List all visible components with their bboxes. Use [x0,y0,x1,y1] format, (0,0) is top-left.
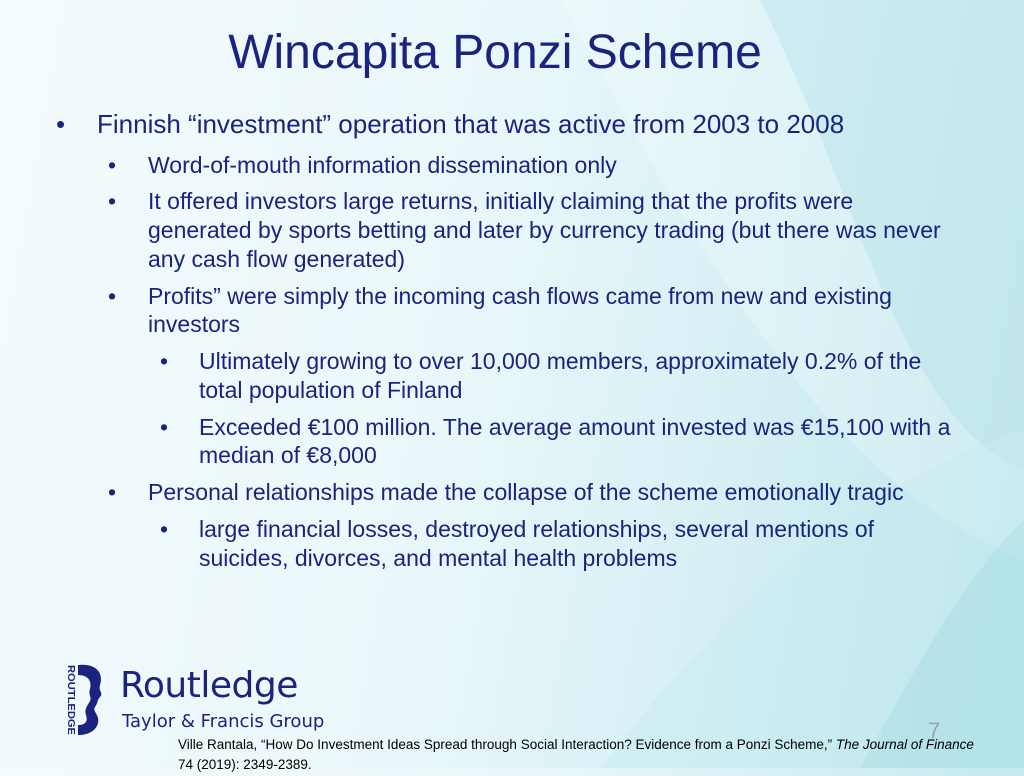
bullet-text: It offered investors large returns, initially claiming that the profits were generated by sports betting and later by currency trading (but there was never any cash flow generated) [148,188,941,272]
bullet-item [0,347,964,405]
bullet-marker: • [160,348,169,374]
bullet-text: Exceeded €100 million. The average amount invested was €15,100 with a median of €8,000 [199,413,951,469]
bullet-marker: • [160,413,169,440]
routledge-logo [56,663,326,741]
bullet-marker: • [108,479,117,505]
logo-subtitle: Taylor & Francis Group [122,711,325,732]
bullet-item [0,108,957,141]
slide-title: Wincapita Ponzi Scheme [228,26,762,79]
bullet-item [0,413,964,471]
bullet-item [0,187,963,273]
page-number: 7 [928,718,941,743]
bullet-marker: • [108,282,117,309]
bullet-item [0,282,963,340]
head-silhouette-icon [70,663,110,737]
citation-text: Ville Rantala, “How Do Investment Ideas Spread through Social Interaction? Evidence from a Ponzi Scheme,” [178,737,836,752]
citation [178,735,978,776]
bullet-list [0,108,1000,580]
bullet-item [0,151,963,180]
bullet-text: Finnish “investment” operation that was active from 2003 to 2008 [97,109,845,139]
bullet-text: Word-of-mouth information dissemination only [148,151,617,178]
citation-journal: The Journal of Finance [835,737,974,752]
bullet-text: Ultimately growing to over 10,000 members, approximately 0.2% of the total population of Finland [199,348,922,403]
bullet-marker: • [108,151,117,178]
citation-details: 74 (2019): 2349-2389. [178,757,312,773]
bullet-text: Profits” were simply the incoming cash flows came from new and existing investors [148,282,892,338]
bullet-item [0,515,964,573]
bullet-item [0,478,963,507]
bullet-marker: • [56,109,66,139]
bullet-text: Personal relationships made the collapse of the scheme emotionally tragic [148,479,904,505]
bullet-marker: • [108,188,117,215]
bullet-text: large financial losses, destroyed relationships, several mentions of suicides, divorces, and mental health problems [199,515,875,571]
bullet-marker: • [160,515,169,542]
logo-vertical-text: ROUTLEDGE [65,665,77,731]
logo-name: Routledge [120,665,298,706]
